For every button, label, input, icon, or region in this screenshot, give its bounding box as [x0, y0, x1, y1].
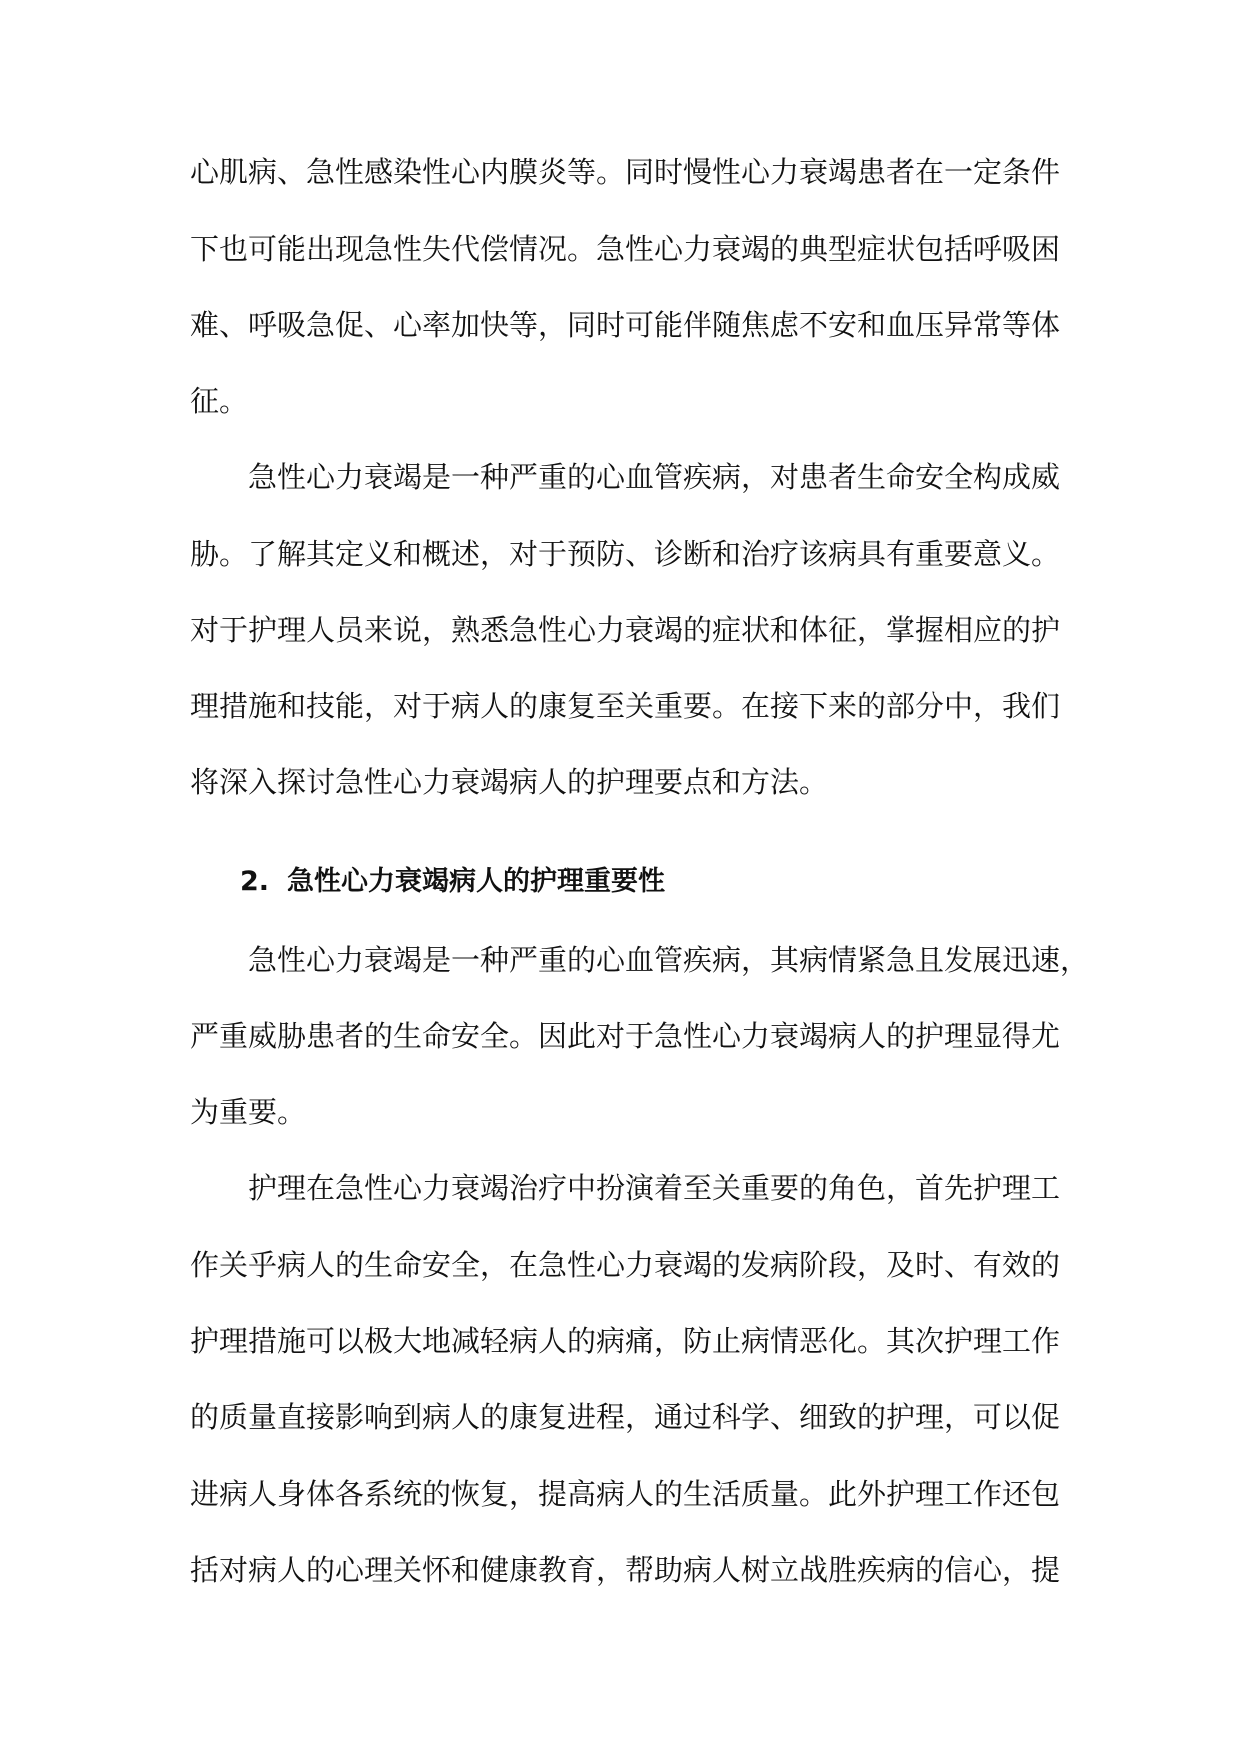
text-line: 难、呼吸急促、心率加快等，同时可能伴随焦虑不安和血压异常等体	[190, 308, 1061, 342]
text-line: 进病人身体各系统的恢复，提高病人的生活质量。此外护理工作还包	[190, 1477, 1061, 1511]
section-number: 2.	[240, 866, 270, 897]
section-heading	[240, 862, 665, 902]
text-line: 括对病人的心理关怀和健康教育，帮助病人树立战胜疾病的信心，提	[190, 1553, 1061, 1587]
text-line: 作关乎病人的生命安全，在急性心力衰竭的发病阶段，及时、有效的	[190, 1248, 1061, 1282]
text-line: 护理措施可以极大地减轻病人的病痛，防止病情恶化。其次护理工作	[190, 1324, 1061, 1358]
text-line: 护理在急性心力衰竭治疗中扮演着至关重要的角色，首先护理工	[248, 1171, 1061, 1205]
text-line: 胁。了解其定义和概述，对于预防、诊断和治疗该病具有重要意义。	[190, 537, 1061, 571]
text-line: 的质量直接影响到病人的康复进程，通过科学、细致的护理，可以促	[190, 1400, 1061, 1434]
text-line: 将深入探讨急性心力衰竭病人的护理要点和方法。	[190, 765, 829, 799]
text-line: 下也可能出现急性失代偿情况。急性心力衰竭的典型症状包括呼吸困	[190, 232, 1061, 266]
text-line: 心肌病、急性感染性心内膜炎等。同时慢性心力衰竭患者在一定条件	[190, 155, 1061, 189]
text-line: 急性心力衰竭是一种严重的心血管疾病，对患者生命安全构成威	[248, 460, 1061, 494]
text-line: 对于护理人员来说，熟悉急性心力衰竭的症状和体征，掌握相应的护	[190, 613, 1061, 647]
text-line: 为重要。	[190, 1095, 307, 1129]
text-line: 严重威胁患者的生命安全。因此对于急性心力衰竭病人的护理显得尤	[190, 1019, 1061, 1053]
section-title: 急性心力衰竭病人的护理重要性	[287, 866, 666, 897]
text-line: 急性心力衰竭是一种严重的心血管疾病，其病情紧急且发展迅速，	[248, 943, 1090, 977]
text-line: 理措施和技能，对于病人的康复至关重要。在接下来的部分中，我们	[190, 689, 1061, 723]
text-line: 征。	[190, 384, 249, 418]
